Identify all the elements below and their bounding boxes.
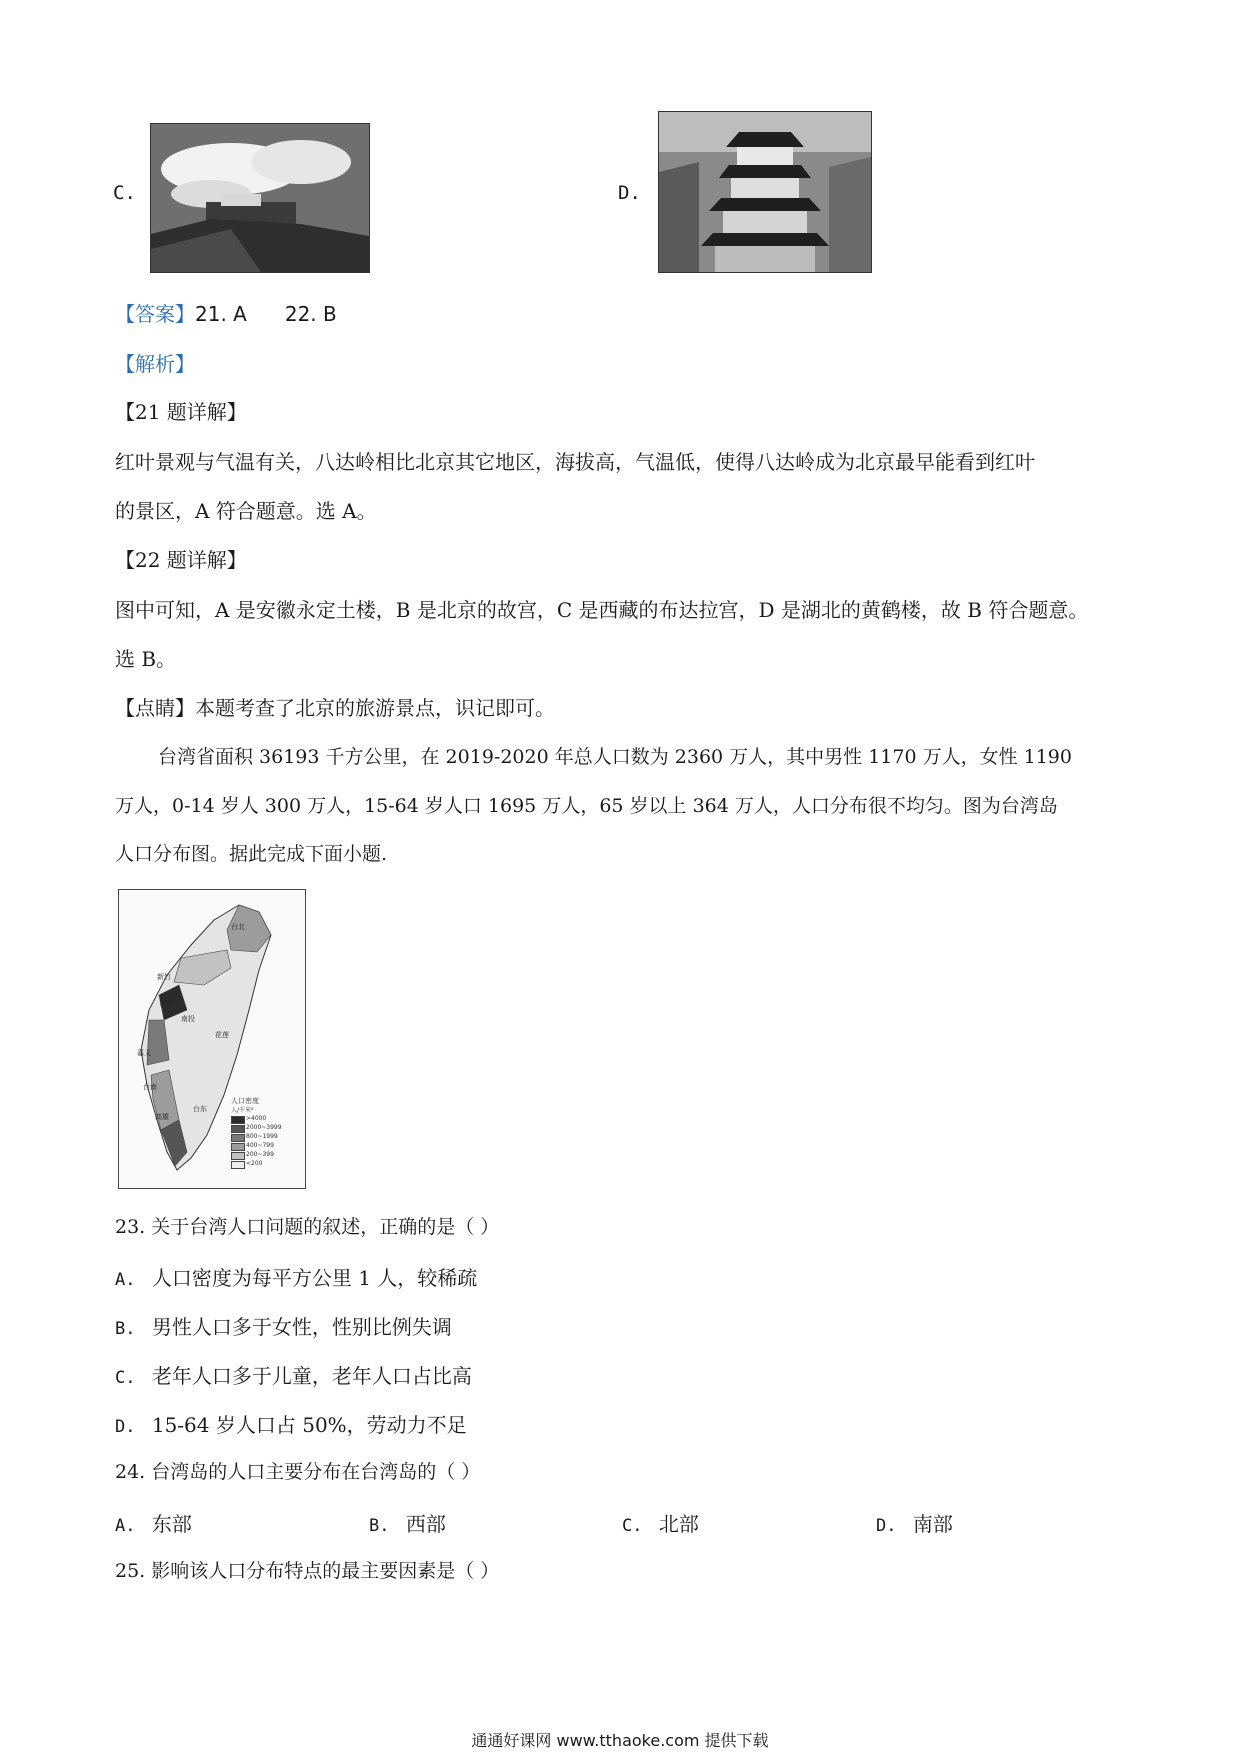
answer-22: 22. B (284, 302, 337, 326)
q21-line-2: 的景区，A 符合题意。选 A。 (115, 499, 377, 523)
answer-21: 21. A (195, 302, 247, 326)
comment-line: 【点睛】本题考查了北京的旅游景点，识记即可。 (115, 696, 555, 720)
q23-option-b-text: 男性人口多于女性，性别比例失调 (151, 1315, 452, 1339)
q23-option-d-letter: D. (115, 1417, 136, 1437)
passage-line-1: 台湾省面积 36193 千方公里，在 2019-2020 年总人口数为 2360 万人，其中男性 1170 万人，女性 1190 (158, 746, 1072, 768)
answer-line (115, 300, 337, 328)
q23-option-c[interactable] (115, 1360, 472, 1389)
potala-palace-image (151, 124, 369, 272)
map-label-hualien: 花莲 (215, 1031, 229, 1039)
legend-label: <200 (246, 1160, 263, 1167)
q24-option-d-text: 南部 (912, 1512, 953, 1536)
q23-option-b-letter: B. (115, 1319, 136, 1339)
q21-title: 【21 题详解】 (115, 400, 247, 424)
map-label-tainan: 台南 (143, 1083, 157, 1091)
potala-palace-photo (150, 123, 370, 273)
q23-option-a[interactable] (115, 1262, 477, 1291)
map-label-chiayi: 嘉义 (137, 1049, 151, 1057)
legend-label: >4000 (246, 1115, 267, 1122)
q24-option-d-letter: D. (876, 1516, 897, 1536)
legend-label: 2000~3999 (246, 1124, 282, 1131)
q24-option-b-letter: B. (369, 1516, 390, 1536)
passage-line-2: 万人，0-14 岁人 300 万人，15-64 岁人口 1695 万人，65 岁以上 364 万人，人口分布很不均匀。图为台湾岛 (115, 795, 1058, 817)
q25-stem: 25. 影响该人口分布特点的最主要因素是（ ） (115, 1560, 500, 1582)
answer-tag: 【答案】 (115, 302, 195, 326)
q24-option-b-text: 西部 (405, 1512, 446, 1536)
map-label-hsinchu: 新竹 (157, 973, 171, 981)
q24-option-c-letter: C. (622, 1516, 643, 1536)
passage-line-3: 人口分布图。据此完成下面小题. (115, 843, 388, 865)
map-label-nantou: 南投 (181, 1015, 195, 1023)
q24-option-c[interactable] (622, 1508, 699, 1537)
q23-option-d[interactable] (115, 1409, 467, 1438)
map-label-taipei: 台北 (231, 923, 245, 931)
legend-label: 200~399 (246, 1151, 274, 1158)
page-footer: 通通好课网 www.tthaoke.com 提供下载 (471, 1731, 769, 1750)
legend-swatch (231, 1125, 245, 1133)
legend-swatch (231, 1143, 245, 1151)
pavilion-image (659, 112, 871, 272)
q22-title: 【22 题详解】 (115, 548, 247, 572)
taiwan-population-map (118, 889, 306, 1189)
legend-swatch (231, 1116, 245, 1124)
q23-option-a-text: 人口密度为每平方公里 1 人，较稀疏 (151, 1266, 478, 1290)
q22-line-2: 选 B。 (115, 647, 177, 671)
q24-option-a-text: 东部 (151, 1512, 192, 1536)
q23-option-a-letter: A. (115, 1270, 136, 1290)
map-label-kaohsiung: 高雄 (155, 1113, 169, 1121)
q22-line-1: 图中可知，A 是安徽永定土楼，B 是北京的故宫，C 是西藏的布达拉宫，D 是湖北的黄鹤楼，故 B 符合题意。 (115, 598, 1089, 622)
legend-title: 人口密度 (231, 1097, 259, 1105)
legend-swatch (231, 1152, 245, 1160)
q23-option-d-text: 15-64 岁人口占 50%，劳动力不足 (151, 1413, 467, 1437)
tower-photo (658, 111, 872, 273)
option-d-letter: D. (618, 182, 641, 204)
map-label-taichung: 台中 (159, 999, 173, 1007)
taiwan-island-shape (119, 890, 305, 1188)
q23-option-c-text: 老年人口多于儿童，老年人口占比高 (151, 1364, 472, 1388)
q24-option-a-letter: A. (115, 1516, 136, 1536)
legend-swatch (231, 1134, 245, 1142)
option-c-letter: C. (113, 182, 136, 204)
legend-swatch (231, 1161, 245, 1169)
q24-option-a[interactable] (115, 1508, 192, 1537)
q24-option-d[interactable] (876, 1508, 953, 1537)
legend-unit: 人/千米² (231, 1107, 254, 1114)
q21-line-1: 红叶景观与气温有关，八达岭相比北京其它地区，海拔高，气温低，使得八达岭成为北京最早能看到红叶 (115, 450, 1035, 474)
q23-stem: 23. 关于台湾人口问题的叙述，正确的是（ ） (115, 1216, 500, 1238)
q23-option-b[interactable] (115, 1311, 452, 1340)
q24-stem: 24. 台湾岛的人口主要分布在台湾岛的（ ） (115, 1461, 481, 1483)
q24-option-b[interactable] (369, 1508, 446, 1537)
q23-option-c-letter: C. (115, 1368, 136, 1388)
legend-label: 800~1999 (246, 1133, 278, 1140)
analysis-tag: 【解析】 (115, 352, 195, 376)
q24-option-c-text: 北部 (658, 1512, 699, 1536)
map-label-taitung: 台东 (193, 1105, 207, 1113)
legend-label: 400~799 (246, 1142, 274, 1149)
